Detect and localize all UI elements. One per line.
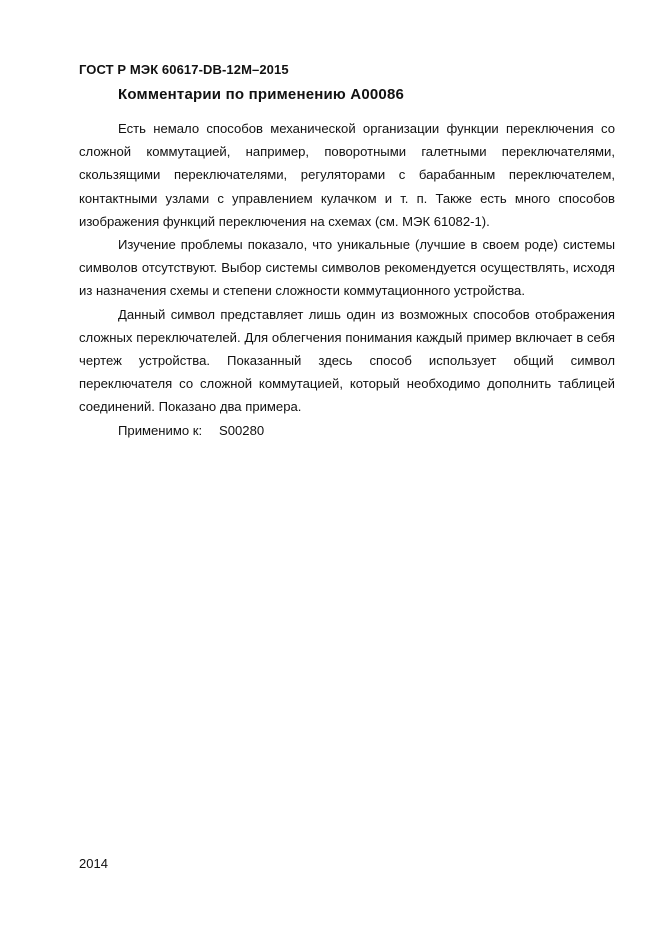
body-text xyxy=(79,117,615,442)
paragraph-symbol-systems: Изучение проблемы показало, что уникальные (лучшие в своем роде) системы символов отсутствуют. Выбор системы символов рекомендуется осуществлять, исходя из назначения схемы и степени сложности коммутационного устройства. xyxy=(79,237,615,299)
applies-to-label: Применимо к: xyxy=(118,422,203,438)
page-number: 2014 xyxy=(79,856,108,871)
applies-to-value: S00280 xyxy=(219,422,265,438)
paragraph-symbol-description: Данный символ представляет лишь один из возможных способов отображения сложных переключателей. Для облегчения понимания каждый пример включает в себя чертеж устройства. Показанный здесь способ использует общий символ переключателя со сложной коммутацией, который необходимо дополнить таблицей соединений. Показано два примера. xyxy=(79,306,615,415)
paragraph-switching-methods: Есть немало способов механической организации функции переключения со сложной коммутацией, например, поворотными галетными переключателями, скользящими переключателями, регуляторами с барабанным переключателем, контактными узлами с управлением кулачком и т. п. Также есть много способов изображения функций переключения на схемах (см. МЭК 61082-1). xyxy=(79,121,615,229)
section-title: Комментарии по применению A00086 xyxy=(118,86,405,103)
applies-to xyxy=(79,419,615,442)
document-standard-id: ГОСТ Р МЭК 60617-DB-12M–2015 xyxy=(79,62,289,77)
